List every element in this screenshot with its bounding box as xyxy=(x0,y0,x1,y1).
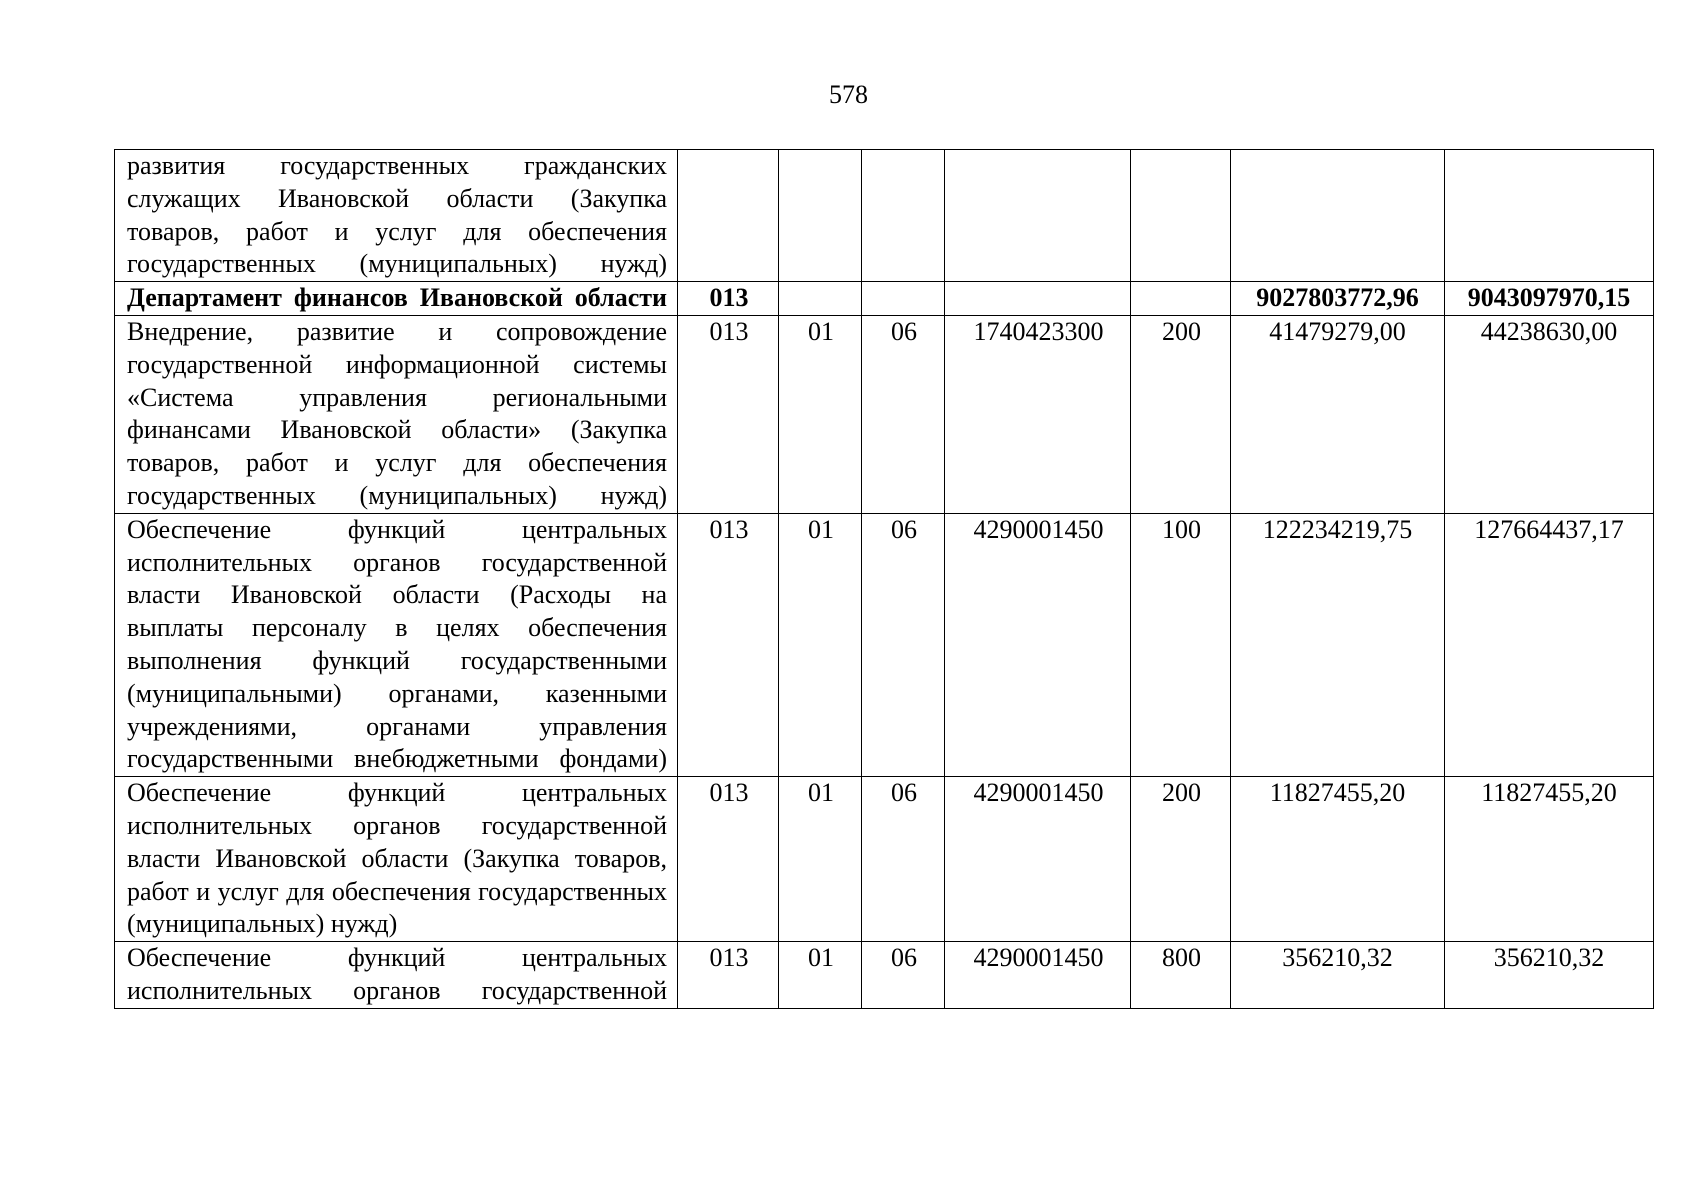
cell-section: 01 xyxy=(779,777,862,942)
cell-grbs xyxy=(678,150,779,282)
table-row-department xyxy=(115,282,1654,316)
cell-subsection: 06 xyxy=(862,315,945,513)
table-row xyxy=(115,150,1654,282)
table-row xyxy=(115,942,1654,1009)
budget-table xyxy=(114,149,1654,1009)
cell-section xyxy=(779,282,862,316)
cell-target-article: 1740423300 xyxy=(945,315,1131,513)
cell-amount-2: 9043097970,15 xyxy=(1445,282,1654,316)
table-row xyxy=(115,777,1654,942)
cell-amount-2: 11827455,20 xyxy=(1445,777,1654,942)
page-number: 578 xyxy=(829,80,868,109)
cell-expense-type: 100 xyxy=(1131,513,1231,776)
cell-section: 01 xyxy=(779,942,862,1009)
cell-target-article xyxy=(945,282,1131,316)
cell-amount-1: 122234219,75 xyxy=(1231,513,1445,776)
cell-subsection: 06 xyxy=(862,513,945,776)
cell-amount-2: 44238630,00 xyxy=(1445,315,1654,513)
cell-grbs: 013 xyxy=(678,282,779,316)
row-description: Обеспечение функций центральных исполнительных органов государственной власти Ивановской области (Закупка товаров, работ и услуг для обеспечения государственных (муниципальных) нужд) xyxy=(115,777,678,942)
table-row xyxy=(115,315,1654,513)
cell-expense-type: 200 xyxy=(1131,777,1231,942)
cell-target-article: 4290001450 xyxy=(945,942,1131,1009)
row-description: Департамент финансов Ивановской области xyxy=(115,282,678,316)
cell-grbs: 013 xyxy=(678,942,779,1009)
cell-subsection xyxy=(862,282,945,316)
cell-amount-1: 9027803772,96 xyxy=(1231,282,1445,316)
cell-subsection: 06 xyxy=(862,942,945,1009)
cell-target-article xyxy=(945,150,1131,282)
cell-expense-type: 800 xyxy=(1131,942,1231,1009)
row-description: развития государственных гражданских служащих Ивановской области (Закупка товаров, работ и услуг для обеспечения государственных (муниципальных) нужд) xyxy=(115,150,678,282)
cell-expense-type xyxy=(1131,282,1231,316)
cell-target-article: 4290001450 xyxy=(945,513,1131,776)
cell-section: 01 xyxy=(779,315,862,513)
cell-subsection xyxy=(862,150,945,282)
cell-amount-1: 11827455,20 xyxy=(1231,777,1445,942)
row-description: Обеспечение функций центральных исполнительных органов государственной власти Ивановской области (Расходы на выплаты персоналу в целях обеспечения выполнения функций государственными (муниципальными) органами, казенными учреждениями, органами управления государственными внебюджетными фондами) xyxy=(115,513,678,776)
cell-section xyxy=(779,150,862,282)
cell-amount-1: 356210,32 xyxy=(1231,942,1445,1009)
row-description: Обеспечение функций центральных исполнительных органов государственной xyxy=(115,942,678,1009)
cell-section: 01 xyxy=(779,513,862,776)
cell-amount-2 xyxy=(1445,150,1654,282)
cell-grbs: 013 xyxy=(678,315,779,513)
cell-amount-2: 356210,32 xyxy=(1445,942,1654,1009)
cell-amount-2: 127664437,17 xyxy=(1445,513,1654,776)
cell-grbs: 013 xyxy=(678,777,779,942)
cell-target-article: 4290001450 xyxy=(945,777,1131,942)
row-description: Внедрение, развитие и сопровождение государственной информационной системы «Система управления региональными финансами Ивановской области» (Закупка товаров, работ и услуг для обеспечения государственных (муниципальных) нужд) xyxy=(115,315,678,513)
cell-subsection: 06 xyxy=(862,777,945,942)
cell-amount-1 xyxy=(1231,150,1445,282)
table-row xyxy=(115,513,1654,776)
cell-expense-type: 200 xyxy=(1131,315,1231,513)
cell-grbs: 013 xyxy=(678,513,779,776)
cell-amount-1: 41479279,00 xyxy=(1231,315,1445,513)
cell-expense-type xyxy=(1131,150,1231,282)
